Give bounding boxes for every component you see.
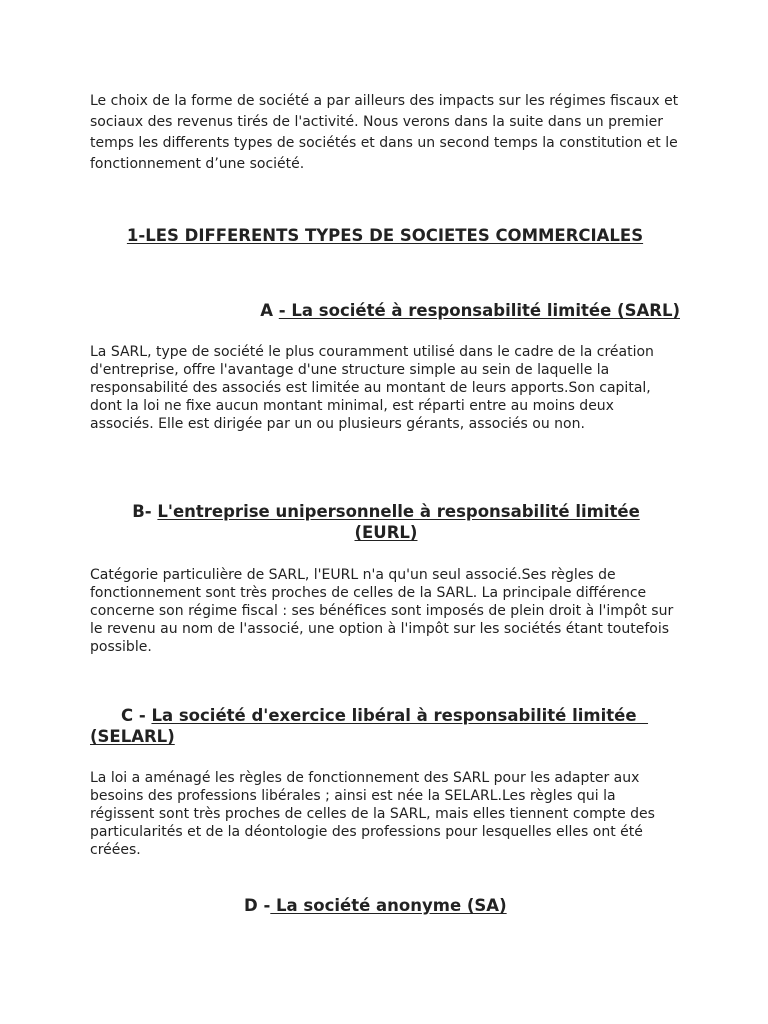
section-a-heading xyxy=(90,300,680,321)
section-b-title: L'entreprise unipersonnelle à responsabilité limitée (EURL) xyxy=(157,502,640,542)
section-a-prefix: A xyxy=(260,301,279,320)
section-c-title: La société d'exercice libéral à responsabilité limitée (SELARL) xyxy=(90,706,649,746)
section-c-heading xyxy=(90,705,680,747)
section-d-prefix: D - xyxy=(244,896,271,915)
section-b-prefix: B- xyxy=(132,502,158,521)
main-heading xyxy=(90,226,680,245)
main-heading-text: 1-LES DIFFERENTS TYPES DE SOCIETES COMMERCIALES xyxy=(126,226,644,245)
section-a-paragraph: La SARL, type de société le plus couramment utilisé dans le cadre de la création d'entreprise, offre l'avantage d'une structure simple au sein de laquelle la responsabilité des associés est limitée au montant de leurs apports.Son capital, dont la loi ne fixe aucun montant minimal, est réparti entre au moins deux associés. Elle est dirigée par un ou plusieurs gérants, associés ou non. xyxy=(90,344,654,432)
section-c-prefix: C - xyxy=(121,706,152,725)
section-d-title: La société anonyme (SA) xyxy=(270,896,507,915)
section-b-paragraph: Catégorie particulière de SARL, l'EURL n'a qu'un seul associé.Ses règles de fonctionnement sont très proches de celles de la SARL. La principale différence concerne son régime fiscal : ses bénéfices sont imposés de plein droit à l'impôt sur le revenu au nom de l'associé, une option à l'impôt sur les sociétés étant toutefois possible. xyxy=(90,567,674,655)
intro-paragraph: Le choix de la forme de société a par ailleurs des impacts sur les régimes fiscaux et sociaux des revenus tirés de l'activité. Nous verons dans la suite dans un premier temps les differents types de sociétés et dans un second temps la constitution et le fonctionnement d’une société. xyxy=(90,93,679,172)
section-b-heading xyxy=(104,501,668,543)
section-a-title: - La société à responsabilité limitée (SARL) xyxy=(278,301,680,320)
section-c-paragraph: La loi a aménagé les règles de fonctionnement des SARL pour les adapter aux besoins des professions libérales ; ainsi est née la SELARL.Les règles qui la régissent sont très proches de celles de la SARL, mais elles tiennent compte des particularités et de la déontologie des professions pour lesquelles elles ont été créées. xyxy=(90,770,655,858)
section-d-heading xyxy=(244,895,507,916)
